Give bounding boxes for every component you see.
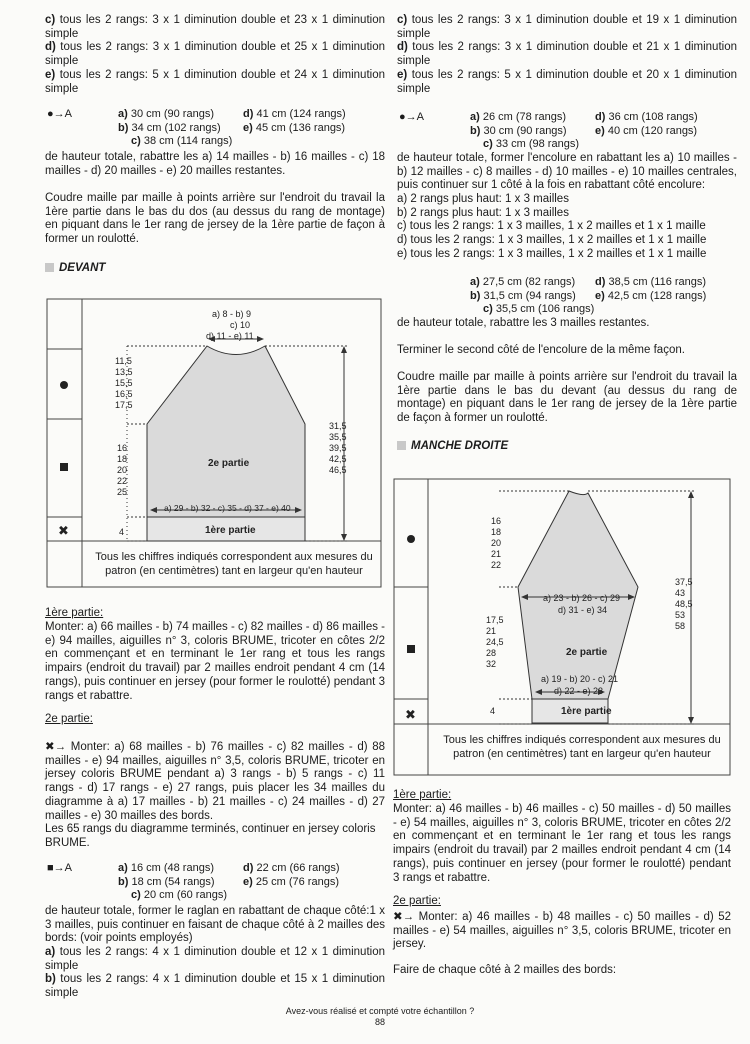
measure-item <box>595 276 706 290</box>
manche-caption: Tous les chiffres indiqués correspondent aux mesures du patron (en centimètres) tant en largeur qu'en hauteur <box>443 734 721 760</box>
devant-part2-label: 2e partie <box>208 458 250 469</box>
measure-item <box>118 862 214 876</box>
diagram-number: 39,5 <box>329 443 347 453</box>
manche-width-bot2: d) 22 - e) 23 <box>554 686 604 696</box>
diagram-number: 11,5 <box>115 356 132 366</box>
measure-item <box>470 290 576 304</box>
circle-symbol <box>407 535 415 543</box>
diagram-number: 48,5 <box>675 599 693 609</box>
diagram-number: 20 <box>117 465 128 475</box>
diagram-number: 22 <box>491 560 502 570</box>
measure-key: d) <box>243 862 254 874</box>
measure-value: 34 cm (102 rangs) <box>128 121 221 134</box>
marker-circle-a: ●→A <box>47 108 72 120</box>
right-after-b: de hauteur totale, rabattre les 3 mailles restantes. <box>397 317 650 329</box>
measure-value: 25 cm (76 rangs) <box>252 875 339 888</box>
measure-item <box>243 122 345 136</box>
measure-value: 35,5 cm (106 rangs) <box>492 303 595 315</box>
measure-value: 27,5 cm (82 rangs) <box>479 276 576 288</box>
left-measure-a <box>45 108 385 150</box>
measure-value: 33 cm (98 rangs) <box>492 138 579 150</box>
line-key: a) <box>45 946 56 958</box>
diagram-number: 13,5 <box>115 367 133 377</box>
left-p1-title: 1ère partie: <box>45 607 104 619</box>
page-number: 88 <box>374 1017 385 1027</box>
measure-item <box>118 108 214 122</box>
measure-item <box>483 138 579 152</box>
diagram-number: 46,5 <box>329 465 347 475</box>
left-after-a: de hauteur totale, rabattre les a) 14 mailles - b) 16 mailles - c) 18 mailles - d) 20 mailles - e) 20 mailles restantes. <box>45 151 385 177</box>
diagram-number: 31,5 <box>329 421 347 431</box>
measure-value: 40 cm (120 rangs) <box>604 124 698 137</box>
measure-key: a) <box>470 276 480 288</box>
measure-value: 26 cm (78 rangs) <box>479 111 566 123</box>
measure-key: c) <box>483 303 493 315</box>
diagram-number: 21 <box>491 549 502 559</box>
right-p1-text: Monter: a) 46 mailles - b) 46 mailles - c) 50 mailles - d) 50 mailles - e) 54 mailles, aiguilles n° 3, coloris BRUME, tricoter en côtes 2/2 en commençant et en terminant le 1er rang et tous les rangs impairs (endroit du travail) par 2 mailles endroit pendant 4 cm (14 rangs), puis continuer en jersey (pour former le roulotté) pendant 3 rangs et rabattre. <box>393 803 731 884</box>
diagram-number: 24,5 <box>486 637 504 647</box>
diagram-number: 22 <box>117 476 128 486</box>
devant-left-top <box>115 356 139 411</box>
measure-key: b) <box>470 124 481 137</box>
measure-key: a) <box>470 111 480 123</box>
cross-symbol: ✖ <box>58 524 69 539</box>
left-p1-text: Monter: a) 66 mailles - b) 74 mailles - c) 82 mailles - d) 86 mailles - e) 94 mailles, aiguilles n° 3, coloris BRUME, tricoter en côtes 2/2 en commençant et en terminant le 1er rang et tous les rangs impairs (endroit du travail) par 2 mailles endroit pendant 4 cm (14 rangs), puis continuer en jersey (pour former le roulotté) pendant 3 rangs et rabattre. <box>45 621 385 702</box>
diagram-number: 28 <box>486 648 497 658</box>
left-after-b: de hauteur totale, former le raglan en rabattant de chaque côté:1 x 3 mailles, puis continuer en faisant de chaque côté à 2 mailles des bords: (voir points employés) <box>45 905 385 945</box>
measure-value: 30 cm (90 rangs) <box>480 124 567 137</box>
devant-neck-a: a) 8 - b) 9 <box>212 309 252 319</box>
measure-item <box>470 125 567 139</box>
measure-value: 41 cm (124 rangs) <box>253 108 346 120</box>
measure-item <box>595 125 697 139</box>
measure-key: b) <box>118 875 129 888</box>
right-after-a: de hauteur totale, former l'encolure en rabattant les a) 10 mailles - b) 12 mailles - c) 8 mailles - d) 10 mailles - e) 10 mailles centrales, puis continuer sur 1 côté à la fois en rabattant côté encolure: <box>397 152 737 192</box>
measure-value: 36 cm (108 rangs) <box>605 111 698 123</box>
measure-value: 20 cm (60 rangs) <box>140 889 227 901</box>
left-p2-text2: Les 65 rangs du diagramme terminés, continuer en jersey coloris BRUME. <box>45 823 376 849</box>
manche-title: MANCHE DROITE <box>397 440 508 452</box>
measure-value: 38 cm (114 rangs) <box>140 135 233 147</box>
diagram-number: 18 <box>491 527 502 537</box>
left-p2-text: ✖→ Monter: a) 68 mailles - b) 76 mailles - c) 82 mailles - d) 88 mailles - e) 94 mailles, aiguilles n° 3,5, coloris BRUME, tricoter en jersey coloris BRUME pendant a) 3 rangs - b) 5 rangs - c) 11 rangs - d) 17 rangs - e) 27 rangs, puis placer les 34 mailles du diagramme à a) 17 mailles - b) 21 mailles - c) 24 mailles - d) 27 mailles - e) 30 mailles des bords. <box>45 741 385 822</box>
line-text: tous les 2 rangs: 4 x 1 diminution double et 12 x 1 diminution simple <box>45 946 385 972</box>
diagram-number: 21 <box>486 626 497 636</box>
instruction-line <box>45 14 385 41</box>
measure-item <box>118 122 221 136</box>
devant-caption: Tous les chiffres indiqués correspondent aux mesures du patron (en centimètres) tant en largeur qu'en hauteur <box>95 551 373 577</box>
left-bottom-lines <box>45 946 385 1001</box>
diagram-number: 58 <box>675 621 686 631</box>
right-column <box>397 14 737 96</box>
measure-item <box>483 303 594 317</box>
cross-symbol: ✖ <box>405 708 416 723</box>
right-terminer: Terminer le second côté de l'encolure de la même façon. <box>397 344 685 356</box>
line-text: tous les 2 rangs: 3 x 1 diminution double et 25 x 1 diminution simple <box>45 41 385 68</box>
measure-key: d) <box>243 108 254 120</box>
measure-item <box>243 108 346 122</box>
devant-right <box>329 421 359 476</box>
measure-value: 38,5 cm (116 rangs) <box>605 276 707 288</box>
line-key: e) <box>45 68 56 81</box>
line-text: tous les 2 rangs: 3 x 1 diminution double et 19 x 1 diminution simple <box>397 14 737 40</box>
measure-key: e) <box>595 289 605 302</box>
left-measure-b <box>45 862 385 904</box>
instruction-line <box>45 41 385 68</box>
line-key: b) <box>45 973 56 986</box>
diagram-number: 16 <box>491 516 502 526</box>
line-key: c) <box>397 14 408 26</box>
measure-item <box>131 135 232 149</box>
diagram-number: 18 <box>117 454 128 464</box>
measure-item <box>470 111 566 125</box>
devant-left-mid <box>117 443 137 498</box>
measure-key: c) <box>131 889 141 901</box>
diagram-number: 25 <box>117 487 128 497</box>
instruction-line: b) 2 rangs plus haut: 1 x 3 mailles <box>397 206 569 219</box>
manche-width-bot1: a) 19 - b) 20 - c) 21 <box>541 674 619 684</box>
line-text: tous les 2 rangs: 4 x 1 diminution double et 15 x 1 diminution simple <box>45 973 385 1000</box>
line-key: d) <box>45 41 56 54</box>
square-symbol <box>60 463 68 471</box>
diagram-number: 16,5 <box>115 389 133 399</box>
instruction-line <box>397 69 737 96</box>
manche-width-top2: d) 31 - e) 34 <box>558 605 608 615</box>
right-p2-text: ✖→ Monter: a) 46 mailles - b) 48 mailles - c) 50 mailles - d) 52 mailles - e) 54 mailles, aiguilles n° 3,5, coloris BRUME, tricoter en jersey. <box>393 911 731 951</box>
measure-item <box>595 111 698 125</box>
diagram-number: 15,5 <box>115 378 133 388</box>
measure-key: b) <box>118 121 129 134</box>
instruction-line: e) tous les 2 rangs: 1 x 3 mailles, 1 x 2 mailles et 1 x 1 maille <box>397 247 707 260</box>
measure-value: 30 cm (90 rangs) <box>127 108 214 120</box>
line-key: e) <box>397 68 408 81</box>
measure-key: d) <box>595 111 606 123</box>
manche-four: 4 <box>490 706 496 716</box>
measure-item <box>470 276 575 290</box>
measure-key: d) <box>595 276 606 288</box>
line-key: c) <box>45 14 56 26</box>
right-p2-title: 2e partie: <box>393 895 441 907</box>
marker-square-a: ■→A <box>47 862 72 874</box>
measure-key: b) <box>470 289 481 302</box>
manche-part1-label: 1ère partie <box>561 706 612 717</box>
measure-item <box>243 862 340 876</box>
measure-value: 45 cm (136 rangs) <box>252 121 346 134</box>
measure-key: a) <box>118 108 128 120</box>
measure-key: c) <box>483 138 493 150</box>
manche-left-mid <box>486 615 510 670</box>
manche-right <box>675 577 701 632</box>
measure-key: e) <box>595 124 605 137</box>
devant-shape <box>147 346 305 517</box>
instruction-line <box>45 69 385 96</box>
devant-neck-c: c) 10 <box>230 320 251 330</box>
left-coudre: Coudre maille par maille à points arrière sur l'endroit du travail la 1ère partie dans le bas du dos (au dessus du rang de montage) en piquant dans le 1er rang de jersey de la 1ère partie de façon à former un roulotté. <box>45 192 385 246</box>
measure-value: 42,5 cm (128 rangs) <box>604 289 707 302</box>
circle-symbol <box>60 381 68 389</box>
measure-value: 22 cm (66 rangs) <box>253 862 340 874</box>
diagram-number: 37,5 <box>675 577 693 587</box>
measure-item <box>131 889 227 903</box>
instruction-line: a) 2 rangs plus haut: 1 x 3 mailles <box>397 193 569 205</box>
diagram-number: 20 <box>491 538 502 548</box>
line-key: d) <box>397 41 408 54</box>
measure-item <box>595 290 706 304</box>
line-text: tous les 2 rangs: 5 x 1 diminution double et 24 x 1 diminution simple <box>45 68 385 95</box>
measure-key: e) <box>243 875 253 888</box>
measure-key: e) <box>243 121 253 134</box>
manche-left-top <box>491 516 511 571</box>
diagram-number: 53 <box>675 610 686 620</box>
measure-value: 18 cm (54 rangs) <box>128 875 215 888</box>
left-p2-title: 2e partie: <box>45 713 93 725</box>
instruction-line: d) tous les 2 rangs: 1 x 3 mailles, 1 x 2 mailles et 1 x 1 maille <box>397 234 707 247</box>
measure-value: 31,5 cm (94 rangs) <box>480 289 576 302</box>
marker-circle-b: ●→A <box>399 111 424 123</box>
instruction-line: c) tous les 2 rangs: 1 x 3 mailles, 1 x 2 mailles et 1 x 1 maille <box>397 220 706 233</box>
devant-part1-label: 1ère partie <box>205 525 256 536</box>
instruction-line <box>45 973 385 1000</box>
line-text: tous les 2 rangs: 3 x 1 diminution double et 23 x 1 diminution simple <box>45 14 385 40</box>
manche-part2-label: 2e partie <box>566 647 608 658</box>
right-faire: Faire de chaque côté à 2 mailles des bords: <box>393 964 617 976</box>
instruction-line <box>397 14 737 41</box>
devant-four: 4 <box>119 527 125 537</box>
measure-key: a) <box>118 862 128 874</box>
devant-title: DEVANT <box>45 262 105 274</box>
diagram-number: 43 <box>675 588 686 598</box>
line-text: tous les 2 rangs: 3 x 1 diminution double et 21 x 1 diminution simple <box>397 41 737 68</box>
square-symbol <box>407 645 415 653</box>
right-p1-title: 1ère partie: <box>393 789 452 801</box>
right-measure-b <box>397 276 737 318</box>
right-measure-a <box>397 111 737 153</box>
footer-question: Avez-vous réalisé et compté votre échantillon ? <box>285 1006 475 1016</box>
right-neck-lines <box>397 193 737 262</box>
right-coudre: Coudre maille par maille à points arrière sur l'endroit du travail la 1ère partie dans le bas du devant (au dessus du rang de montage) en piquant dans le 1er rang de jersey de la 1ère partie de façon à former un roulotté. <box>397 371 737 425</box>
measure-item <box>118 876 215 890</box>
diagram-number: 17,5 <box>115 400 133 410</box>
measure-value: 16 cm (48 rangs) <box>127 862 214 874</box>
diagram-number: 16 <box>117 443 128 453</box>
measure-key: c) <box>131 135 141 147</box>
devant-neck-d: d) 11 - e) 11 <box>206 331 254 341</box>
diagram-number: 42,5 <box>329 454 347 464</box>
diagram-number: 17,5 <box>486 615 504 625</box>
manche-width-top1: a) 23 - b) 26 - c) 29 <box>543 593 621 603</box>
instruction-line <box>397 41 737 68</box>
line-text: tous les 2 rangs: 5 x 1 diminution double et 20 x 1 diminution simple <box>397 68 737 95</box>
measure-item <box>243 876 339 890</box>
diagram-number: 32 <box>486 659 497 669</box>
instruction-line <box>45 946 385 973</box>
diagram-number: 35,5 <box>329 432 347 442</box>
left-column <box>45 14 385 96</box>
devant-width: a) 29 - b) 32 - c) 35 - d) 37 - e) 40 <box>164 503 291 513</box>
